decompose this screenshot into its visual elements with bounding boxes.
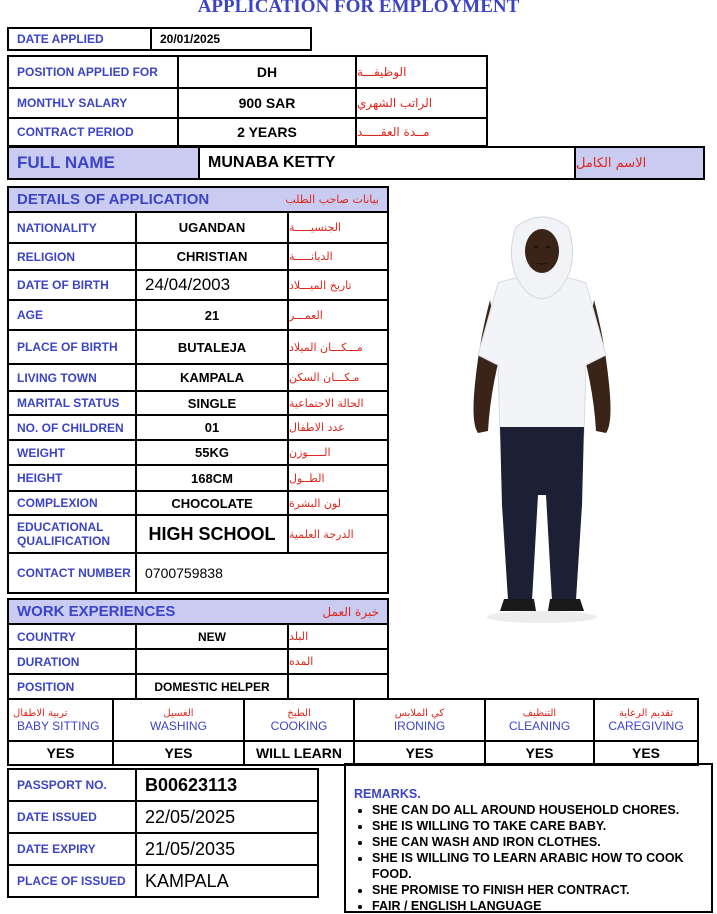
detail-label: WEIGHT <box>7 439 137 466</box>
position-label: POSITION APPLIED FOR <box>7 55 179 89</box>
detail-label: NO. OF CHILDREN <box>7 414 137 441</box>
detail-arabic: تاريخ الميـــلاد <box>287 269 389 301</box>
position-arabic: الوظيفـــة <box>355 55 488 89</box>
detail-label: DATE OF BIRTH <box>7 269 137 301</box>
contact-value: 0700759838 <box>135 552 389 594</box>
detail-arabic: العمـــر <box>287 299 389 331</box>
passport-value: B00623113 <box>135 768 319 802</box>
position-value: DH <box>177 55 357 89</box>
skill-header <box>7 698 114 742</box>
skill-value: YES <box>353 740 486 766</box>
skill-name: WASHING <box>150 718 207 733</box>
passport-value: 21/05/2035 <box>135 832 319 866</box>
detail-value: 24/04/2003 <box>135 269 289 301</box>
contract-value: 2 YEARS <box>177 117 357 147</box>
detail-value: SINGLE <box>135 390 289 416</box>
detail-arabic: الطــول <box>287 464 389 492</box>
remarks-label: REMARKS. <box>354 787 421 801</box>
detail-value: UGANDAN <box>135 211 289 244</box>
skill-name: CAREGIVING <box>608 718 684 733</box>
detail-value: 55KG <box>135 439 289 466</box>
remarks-box <box>344 763 713 913</box>
full-name-value: MUNABA KETTY <box>198 146 576 180</box>
full-name-arabic: الاسم الكامل <box>574 146 705 180</box>
detail-label: LIVING TOWN <box>7 363 137 392</box>
passport-label: PASSPORT NO. <box>7 768 137 802</box>
detail-value: CHOCOLATE <box>135 490 289 516</box>
detail-label: AGE <box>7 299 137 331</box>
work-arabic: البلد <box>287 623 389 650</box>
skill-name: BABY SITTING <box>17 718 100 733</box>
details-arabic: بيانات صاحب الطلب <box>285 193 379 206</box>
work-arabic <box>287 673 389 700</box>
skill-header <box>593 698 699 742</box>
detail-label: EDUCATIONAL QUALIFICATION <box>7 514 137 554</box>
detail-arabic: الـــــوزن <box>287 439 389 466</box>
detail-value: KAMPALA <box>135 363 289 392</box>
detail-value: BUTALEJA <box>135 329 289 365</box>
remark-item: • SHE IS WILLING TO LEARN ARABIC HOW TO COOK FOOD. <box>372 850 705 882</box>
skill-arabic: تقديم الرعاية <box>618 707 674 719</box>
work-arabic: خبرة العمل <box>322 604 379 619</box>
date-applied-value: 20/01/2025 <box>150 27 312 51</box>
remark-item: • SHE CAN WASH AND IRON CLOTHES. <box>372 834 705 850</box>
remark-item: • SHE IS WILLING TO TAKE CARE BABY. <box>372 818 705 834</box>
detail-label: COMPLEXION <box>7 490 137 516</box>
remark-item: • FAIR / ENGLISH LANGUAGE <box>372 898 705 914</box>
work-value <box>135 648 289 675</box>
detail-arabic: مـكـــان السكن <box>287 363 389 392</box>
detail-label: MARITAL STATUS <box>7 390 137 416</box>
passport-label: PLACE OF ISSUED <box>7 864 137 898</box>
detail-value: HIGH SCHOOL <box>135 514 289 554</box>
details-header <box>7 186 389 213</box>
detail-label: HEIGHT <box>7 464 137 492</box>
skill-arabic: كي الملابس <box>394 707 445 719</box>
detail-arabic: الحالة الاجتماعية <box>287 390 389 416</box>
work-value: NEW <box>135 623 289 650</box>
details-label: DETAILS OF APPLICATION <box>17 191 210 208</box>
skill-name: IRONING <box>393 718 446 733</box>
skill-header <box>112 698 245 742</box>
skill-value: YES <box>7 740 114 766</box>
skill-arabic: الغسيل <box>163 707 194 719</box>
remark-item: • SHE CAN DO ALL AROUND HOUSEHOLD CHORES. <box>372 802 705 818</box>
passport-value: KAMPALA <box>135 864 319 898</box>
detail-label: RELIGION <box>7 242 137 271</box>
skill-header <box>243 698 355 742</box>
contract-arabic: مــدة العقـــــد <box>355 117 488 147</box>
contact-label: CONTACT NUMBER <box>7 552 137 594</box>
skill-arabic: الطبخ <box>287 707 311 719</box>
skill-header <box>353 698 486 742</box>
salary-label: MONTHLY SALARY <box>7 87 179 119</box>
work-value: DOMESTIC HELPER <box>135 673 289 700</box>
passport-value: 22/05/2025 <box>135 800 319 834</box>
passport-label: DATE EXPIRY <box>7 832 137 866</box>
detail-value: 01 <box>135 414 289 441</box>
detail-label: PLACE OF BIRTH <box>7 329 137 365</box>
full-name-label: FULL NAME <box>17 153 115 172</box>
work-label: COUNTRY <box>7 623 137 650</box>
remarks-list <box>354 802 705 914</box>
skill-value: WILL LEARN <box>243 740 355 766</box>
work-label: WORK EXPERIENCES <box>17 603 176 620</box>
detail-label: NATIONALITY <box>7 211 137 244</box>
detail-arabic: لون البشرة <box>287 490 389 516</box>
skill-value: YES <box>593 740 699 766</box>
skill-name: CLEANING <box>508 718 571 733</box>
work-header <box>7 598 389 625</box>
passport-label: DATE ISSUED <box>7 800 137 834</box>
full-name-label-cell <box>7 146 200 180</box>
applicant-photo <box>460 205 625 625</box>
work-arabic: المده <box>287 648 389 675</box>
detail-arabic: الديانـــــة <box>287 242 389 271</box>
salary-value: 900 SAR <box>177 87 357 119</box>
detail-arabic: الجنسيـــــة <box>287 211 389 244</box>
skill-value: YES <box>112 740 245 766</box>
detail-value: 168CM <box>135 464 289 492</box>
contract-label: CONTRACT PERIOD <box>7 117 179 147</box>
skill-value: YES <box>484 740 595 766</box>
detail-arabic: الدرجة العلمية <box>287 514 389 554</box>
detail-arabic: عدد الاطفال <box>287 414 389 441</box>
remark-item: • SHE PROMISE TO FINISH HER CONTRACT. <box>372 882 705 898</box>
date-applied-label: DATE APPLIED <box>7 27 152 51</box>
work-label: DURATION <box>7 648 137 675</box>
salary-arabic: الراتب الشهري <box>355 87 488 119</box>
detail-value: CHRISTIAN <box>135 242 289 271</box>
skill-header <box>484 698 595 742</box>
detail-value: 21 <box>135 299 289 331</box>
work-label: POSITION <box>7 673 137 700</box>
detail-arabic: مـــكـــان الميلاد <box>287 329 389 365</box>
skill-arabic: تربية الاطفال <box>13 707 68 719</box>
page-title: APPLICATION FOR EMPLOYMENT <box>197 0 520 17</box>
skill-arabic: التنظيف <box>522 707 557 719</box>
skill-name: COOKING <box>270 718 328 733</box>
